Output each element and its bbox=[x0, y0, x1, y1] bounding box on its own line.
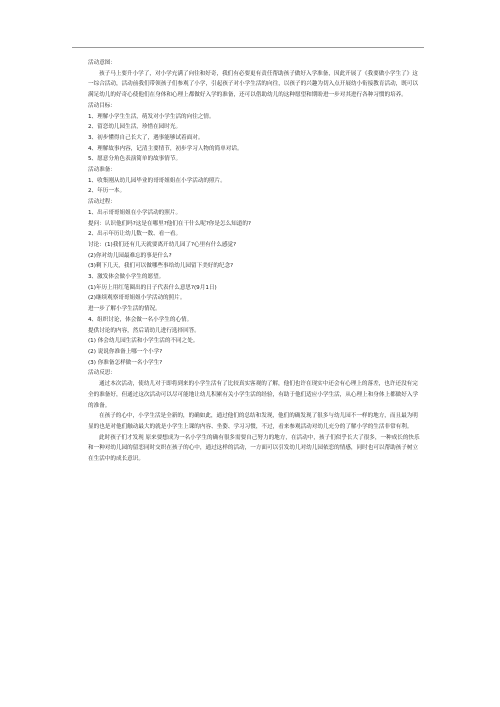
process-step: 4、组织讨论，体会做一名小学生的心情。 bbox=[88, 316, 193, 323]
section-heading-preparation: 活动准备： bbox=[88, 167, 116, 174]
document-body bbox=[88, 58, 422, 465]
process-line: (2)你对幼儿园最难忘的事是什么? bbox=[88, 252, 172, 259]
goal-item: 5、愿意分角色表演简单的故事情节。 bbox=[88, 156, 182, 163]
section-heading-intent: 活动意图： bbox=[88, 60, 116, 66]
goal-item: 2、留恋幼儿园生活，珍惜在园时光。 bbox=[88, 124, 182, 131]
goal-item: 4、理解故事内容，记清主要情节，初步学习人物的简单对话。 bbox=[88, 145, 243, 152]
process-line: (2) 说说你准备上哪一个小学? bbox=[88, 348, 163, 355]
process-step: 3、激发体会做小学生的愿望。 bbox=[88, 274, 165, 281]
process-line: (1)年历上用红笔圈出的日子代表什么意思?(9月1日) bbox=[88, 284, 217, 291]
intent-paragraph: 孩子马上要升小学了，对小学充满了向往和好奇，我们有必要更有责任帮助孩子做好入学准备，因此开展了《我要做小学生了》这一综合活动，活动前我们带领孩子们参观了小学，引起孩子对小学生活的向往，以孩子的兴趣为切入点开展幼小衔接教育活动，既可以满足幼儿的好奇心使他们在身体和心理上都做好入学的准备，还可以借助幼儿的这种愿望和期盼进一步对其进行各种习惯的培养。 bbox=[88, 70, 419, 99]
process-line: (1) 体会幼儿园生活和小学生活的不同之处。 bbox=[88, 338, 199, 345]
preparation-item: 2、年历一本。 bbox=[88, 188, 126, 195]
section-heading-process: 活动过程： bbox=[88, 199, 116, 206]
reflection-paragraph: 此时孩子们才发现 原来要想成为一名小学生的确有很多需要自己努力的地方，在活动中，孩子们似乎长大了很多，一种成长的快乐和一种对幼儿园的留恋同时交织在孩子的心中，通过这样的活动，一方面可以引发幼儿对幼儿园依恋的情感，同时也可以帮助孩子树立在生活中的成长意识。 bbox=[88, 434, 420, 463]
process-step: 1、出示哥哥姐姐在小学活动的照片。 bbox=[88, 209, 182, 216]
process-line: (2)继续观察哥哥姐姐小学活动的照片。 bbox=[88, 295, 186, 302]
process-line: 提供讨论的内容，然后请幼儿进行选择回答。 bbox=[88, 327, 200, 334]
preparation-item: 1、收集刚从幼儿园毕业的哥哥姐姐在小学活动的照片。 bbox=[88, 177, 226, 184]
process-line: 提问：认识他们吗?这是在哪里?他们在干什么呢?你是怎么知道的? bbox=[88, 220, 251, 227]
reflection-paragraph: 通过本次活动，使幼儿对于即将到来的小学生活有了比较真实客观的了解，他们也许在现实中还会有心理上的落差，也许还没有完全的准备好，但通过这次活动可以尽可能地让幼儿积累有关小学生活的经验，有助于他们适应小学生活，从心理上和身体上都做好入学的准备。 bbox=[88, 381, 419, 409]
reflection-paragraph: 在孩子的心中，小学生活是全新的，的确如此，通过他们的总结和发现，他们的确发现了很多与幼儿园不一样的地方，而且最为明显的也是对他们触动最大的就是小学生上课的内容、坐姿、学习习惯，不过，看来参观活动对幼儿充分的了解小学的生活非常有利。 bbox=[88, 413, 418, 430]
process-line: (3) 你准备怎样做一名小学生? bbox=[88, 359, 163, 366]
goal-item: 3、初步懂得自己长大了，遇事能够试着面对。 bbox=[88, 134, 204, 141]
header-rule bbox=[72, 47, 424, 48]
process-step: 2、出示年历让幼儿数一数、看一看。 bbox=[88, 231, 182, 238]
section-heading-reflection: 活动反思： bbox=[88, 370, 116, 377]
process-line: (3)剩下几天，我们可以做哪些事给幼儿园留下美好的纪念? bbox=[88, 263, 234, 270]
process-line: 讨论：(1)我们还有几天就要离开幼儿园了?心里有什么感觉? bbox=[88, 241, 237, 248]
process-line: 进一步了解小学生活的情况。 bbox=[88, 306, 161, 313]
goal-item: 1、理解小学生生活，萌发对小学生活的向往之情。 bbox=[88, 113, 215, 120]
section-heading-goals: 活动目标： bbox=[88, 102, 116, 109]
